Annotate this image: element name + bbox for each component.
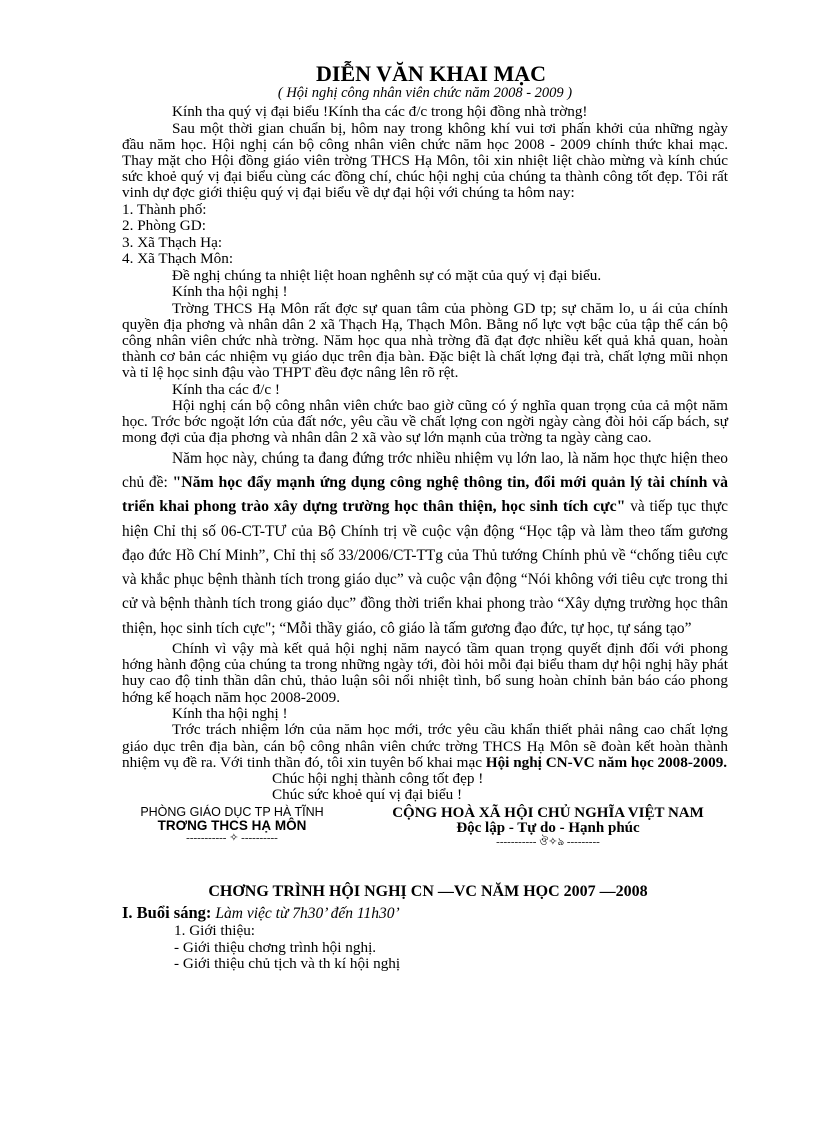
- paragraph-welcome: Đề nghị chúng ta nhiệt liệt hoan nghênh sự có mặt của quý vị đại biểu.: [172, 266, 602, 284]
- morning-section: [122, 904, 728, 923]
- section-label: I. Buổi sáng:: [122, 903, 212, 923]
- paragraph-intro: Sau một thời gian chuẩn bị, hôm nay trong không khí vui tơi phấn khởi của những ngày đầu năm học. Hội nghị cán bộ công nhân viên chức năm học 2008 - 2009 chính thức khai mạc. Thay mặt cho Hội đồng giáo viên trờng THCS Hạ Môn, tôi xin nhiệt liệt chào mừng và kính chúc sức khoẻ quý vị đại biểu cùng các đồng chí, chúc hội nghị của chúng ta thành công tốt đẹp. Tôi rất vinh dự đợc giới thiệu quý vị đại biểu về dự đại hội với chúng ta hôm nay:: [122, 119, 728, 202]
- program-title: CHƠNG TRÌNH HỘI NGHỊ CN —VC NĂM HỌC 2007 —2008: [208, 882, 648, 900]
- paragraph-achievements: Trờng THCS Hạ Môn rất đợc sự quan tâm của phòng GD tp; sự chăm lo, u ái của chính quyền địa phơng và nhân dân 2 xã Thạch Hạ, Thạch Môn. Bằng nổ lực vợt bậc của tập thể cán bộ công nhân viên chức nhà trờng. Năm học qua nhà trờng đã đạt đợc nhiều kết quả khả quan, hoàn thành cơ bản các nhiệm vụ giáo dục trên địa bàn. Đặc biệt là chất lợng đại trà, chất lợng mũi nhọn và tỉ lệ học sinh đậu vào THPT đều đợc nâng lên rõ rệt.: [122, 299, 728, 382]
- opening-conference: Hội nghị CN-VC năm học 2008-2009.: [485, 753, 728, 771]
- school-name: TRƠNG THCS HẠ MÔN: [157, 817, 307, 833]
- program-item: 1. Giới thiệu:: [174, 922, 256, 940]
- national-motto: Độc lập - Tự do - Hạnh phúc: [456, 819, 640, 836]
- section-time: Làm việc từ 7h30’ đến 11h30’: [215, 905, 400, 923]
- list-item: 2. Phòng GD:: [122, 217, 206, 235]
- program-subitem: - Giới thiệu chủ tịch và th kí hội nghị: [174, 955, 401, 973]
- right-divider: ----------- ঔ✧ঌ ---------: [496, 835, 600, 848]
- guest-list: [122, 202, 728, 268]
- greeting-1: Kính tha quý vị đại biểu !Kính tha các đ/c trong hội đồng nhà trờng!: [172, 103, 588, 120]
- list-item: 3. Xã Thạch Hạ:: [122, 233, 223, 251]
- list-item: 1. Thành phố:: [122, 200, 207, 218]
- document-subtitle: ( Hội nghị công nhân viên chức năm 2008 - 2009 ): [277, 85, 573, 101]
- wish-line-1: Chúc hội nghị thành công tốt đẹp !: [272, 769, 484, 787]
- nation-name: CỘNG HOÀ XÃ HỘI CHỦ NGHĨA VIỆT NAM: [392, 804, 704, 821]
- school-header: [122, 806, 342, 848]
- document-page: [122, 62, 728, 973]
- list-item: 4. Xã Thạch Môn:: [122, 250, 234, 268]
- paragraph-significance: Chính vì vậy mà kết quả hội nghị năm naycó tầm quan trọng quyết định đối với phong hớng hành động của chúng ta trong những ngày tới, đòi hỏi mỗi đại biểu tham dự hội nghị hãy phát huy cao độ tinh thần dân chủ, thảo luận sôi nổi nhiệt tình, bổ sung hoàn chỉnh bản báo cáo phong hớng kế hoạch năm học 2008-2009.: [122, 640, 728, 706]
- program-subitem: - Giới thiệu chơng trình hội nghị.: [174, 938, 377, 956]
- national-header: [368, 806, 728, 848]
- greeting-3: Kính tha các đ/c !: [172, 380, 280, 398]
- greeting-2: Kính tha hội nghị !: [172, 283, 288, 301]
- paragraph-opening: [122, 722, 728, 771]
- wish-line-2: Chúc sức khoẻ quí vị đại biểu !: [272, 786, 463, 804]
- theme-title: "Năm học đẩy mạnh ứng dụng công nghệ thông tin, đổi mới quản lý tài chính và triển khai phong trào xây dựng trường học thân thiện, học sinh tích cực": [122, 473, 728, 516]
- document-title: DIỄN VĂN KHAI MẠC: [316, 61, 546, 86]
- greeting-4: Kính tha hội nghị !: [172, 704, 288, 722]
- paragraph-importance: Hội nghị cán bộ công nhân viên chức bao giờ cũng có ý nghĩa quan trọng của cả một năm học. Trớc bớc ngoặt lớn của đất nớc, yêu cầu về chất lợng con ngời ngày càng đòi hỏi cấp bách, sự mong đợi của địa phơng và nhân dân 2 xã vào sự lớn mạnh của trờng ta ngày càng cao.: [122, 397, 728, 447]
- theme-lead: Năm học này, chúng ta đang đứng trớc nhiều nhiệm vụ lớn lao, là năm học thực hiện theo chủ đề:: [122, 449, 728, 491]
- paragraph-theme: [122, 447, 728, 641]
- theme-rest: và tiếp tục thực hiện Chỉ thị số 06-CT-TƯ của Bộ Chính trị về cuộc vận động “Học tập và làm theo tấm gương đạo đức Hồ Chí Minh”, Chỉ thị số 33/2006/CT-TTg của Thủ tướng Chính phủ về “chống tiêu cực và khắc phục bệnh thành tích trong giáo dục” và cuộc vận động “Nói không với tiêu cực trong thi cử và bệnh thành tích trong giáo dục” đồng thời triển khai phong trào “Xây dựng trường học thân thiện, học sinh tích cực"; “Mỗi thầy giáo, cô giáo là tấm gương đạo đức, tự học, tự sáng tạo”: [122, 498, 728, 637]
- header-block: [122, 806, 728, 848]
- left-divider: ----------- ✧ ----------: [186, 831, 278, 844]
- department-name: PHÒNG GIÁO DỤC TP HÀ TĨNH: [140, 804, 324, 819]
- opening-lead: Trớc trách nhiệm lớn của năm học mới, trớc yêu cầu khẩn thiết phải nâng cao chất lợng giáo dục trên địa bàn, cán bộ công nhân viên chức trờng THCS Hạ Môn sẽ đoàn kết hoàn thành nhiệm vụ đề ra. Với tinh thần đó, tôi xin tuyên bố khai mạc: [122, 721, 728, 771]
